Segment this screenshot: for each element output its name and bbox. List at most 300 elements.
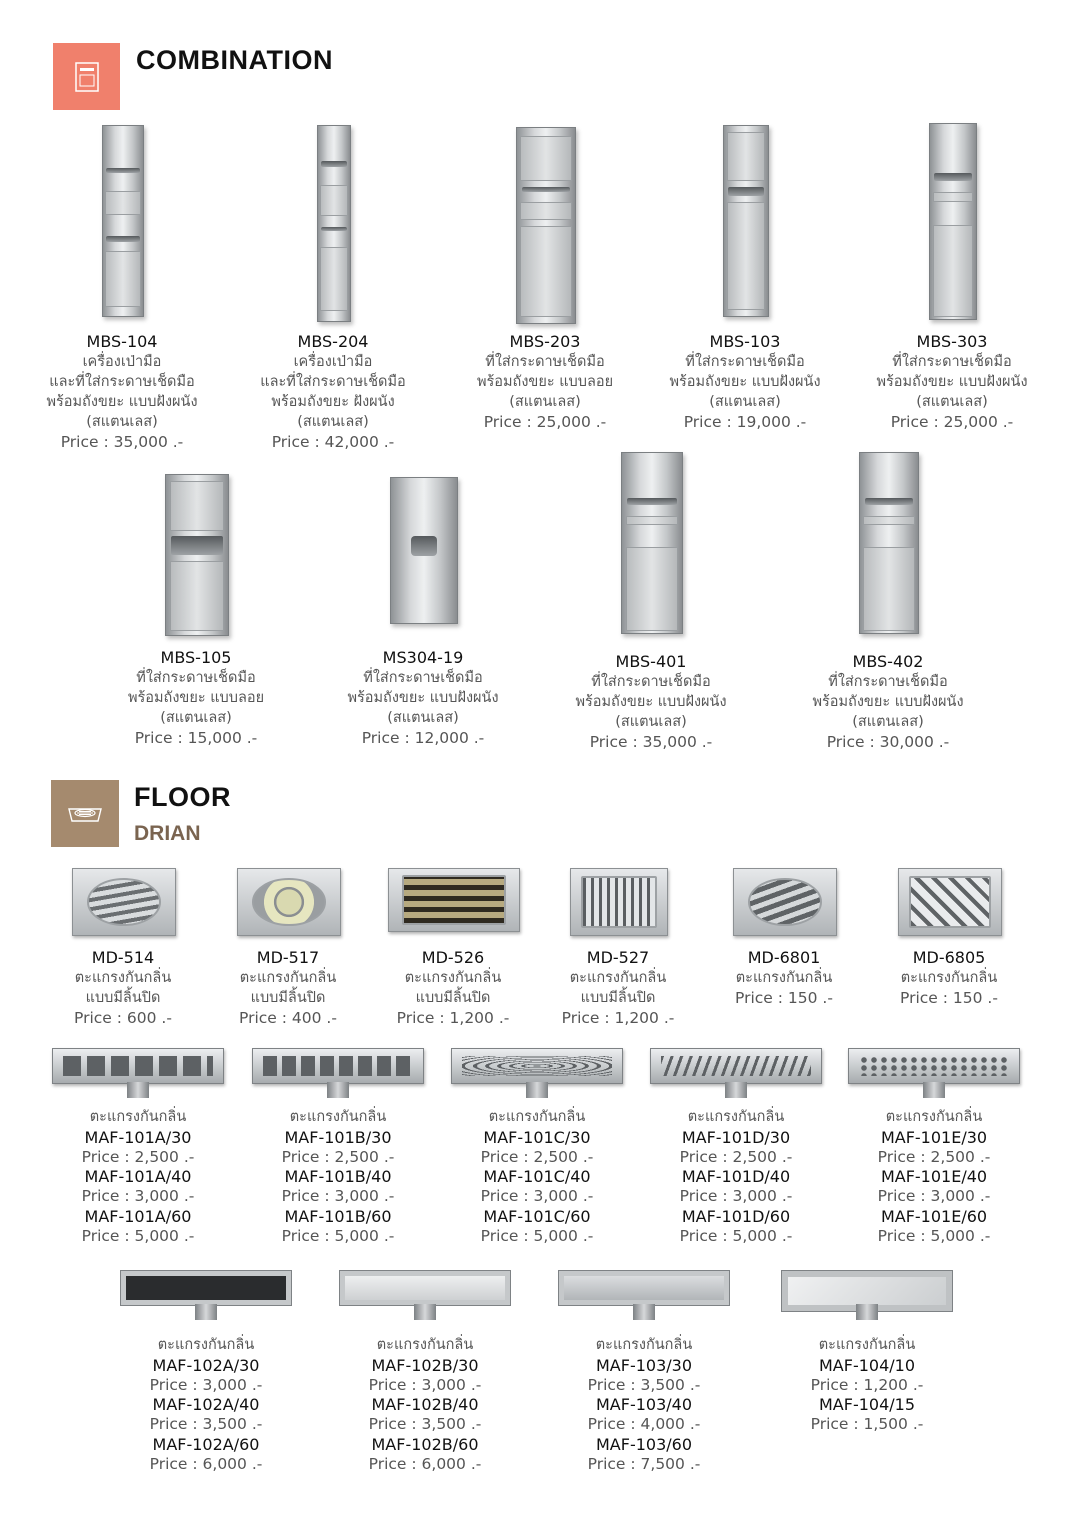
spacer	[869, 934, 1029, 948]
product-caption	[544, 1336, 744, 1475]
product-code: MD-6801	[747, 948, 821, 967]
spacer	[556, 632, 746, 652]
product-code: MAF-103/40	[595, 1395, 692, 1415]
product-description: พร้อมถังขยะ แบบฝังผนัง	[347, 690, 499, 706]
product-code: MAF-101C/30	[483, 1127, 591, 1147]
floor-drain-product[interactable]	[538, 868, 698, 1028]
product-description: แบบมีลิ้นปิด	[85, 990, 161, 1006]
cabinet-part	[727, 202, 766, 310]
linear-drain-image	[52, 1048, 224, 1084]
product-price: Price : 35,000 .-	[60, 433, 184, 451]
product-code: MS304-19	[382, 648, 464, 667]
product-description: ที่ใส่กระดาษเช็ดมือ	[136, 670, 256, 686]
spacer	[328, 622, 518, 648]
product-caption	[767, 1336, 967, 1435]
cabinet-part	[728, 187, 765, 197]
product-code: MAF-101E/40	[880, 1167, 988, 1187]
product-description: พร้อมถังขยะ แบบฝังผนัง	[876, 374, 1028, 390]
product-description: ตะแกรงกันกลิ่น	[735, 970, 833, 986]
spacer	[655, 315, 835, 332]
product-code: MAF-101A/40	[84, 1167, 192, 1187]
product-image	[237, 868, 339, 934]
product-price: Price : 6,000 .-	[149, 1454, 263, 1473]
product-price: Price : 25,000 .-	[890, 413, 1014, 431]
product-code: MAF-104/10	[818, 1355, 915, 1375]
product-price: Price : 3,000 .-	[877, 1187, 991, 1206]
product-caption	[208, 948, 368, 1028]
product-description: (สแตนเลส)	[509, 394, 581, 410]
drain-pipe	[127, 1082, 149, 1098]
product-caption	[455, 332, 635, 432]
product-price: Price : 15,000 .-	[134, 729, 258, 747]
drain-pipe	[725, 1082, 747, 1098]
product-price: Price : 5,000 .-	[679, 1226, 793, 1245]
cabinet-part	[626, 547, 679, 632]
product-code: MAF-102A/40	[152, 1395, 260, 1415]
spacer	[43, 934, 203, 948]
product-caption	[538, 948, 698, 1028]
drain-grate-pattern	[252, 878, 325, 926]
spacer	[793, 632, 983, 652]
product-image	[72, 868, 174, 934]
product-description: ตะแกรงกันกลิ่น	[89, 1109, 187, 1125]
product-image	[650, 1048, 822, 1098]
drain-grate-pattern	[581, 876, 658, 929]
spacer	[862, 318, 1042, 332]
product-description: ตะแกรงกันกลิ่น	[239, 970, 337, 986]
spacer	[544, 1320, 744, 1336]
spacer	[325, 1320, 525, 1336]
cabinet-part	[105, 191, 140, 216]
product-image	[252, 1048, 424, 1098]
product-caption	[106, 1336, 306, 1475]
product-image	[52, 1048, 224, 1098]
product-caption	[793, 652, 983, 752]
product-description: เครื่องเป่ามือ	[293, 354, 373, 370]
drain-grate-image	[388, 868, 520, 932]
product-price: Price : 3,000 .-	[368, 1375, 482, 1394]
cabinet-image	[390, 477, 458, 624]
product-image	[390, 477, 456, 622]
cabinet-part	[863, 547, 914, 632]
product-code: MAF-101B/30	[284, 1127, 392, 1147]
product-description: พร้อมถังขยะ แบบฝังผนัง	[669, 374, 821, 390]
product-image	[516, 127, 574, 322]
product-caption	[869, 948, 1029, 1008]
drain-pipe	[923, 1082, 945, 1098]
cabinet-part	[520, 136, 571, 181]
product-description: (สแตนเลส)	[615, 714, 687, 730]
product-description: (สแตนเลส)	[387, 710, 459, 726]
product-image	[317, 125, 349, 320]
product-price: Price : 30,000 .-	[826, 733, 950, 751]
floor-subtitle: DRIAN	[134, 822, 201, 845]
product-price: Price : 3,500 .-	[368, 1415, 482, 1434]
product-caption	[862, 332, 1042, 432]
combination-section-icon	[53, 43, 120, 110]
product-caption	[437, 1108, 637, 1247]
product-image	[929, 123, 975, 318]
spacer	[834, 1098, 1034, 1108]
product-code: MAF-101D/60	[681, 1206, 791, 1226]
product-description: และที่ใส่กระดาษเช็ดมือ	[260, 374, 406, 390]
product-image	[120, 1270, 292, 1320]
product-price: Price : 25,000 .-	[483, 413, 607, 431]
product-price: Price : 3,500 .-	[149, 1415, 263, 1434]
product-code: MD-526	[421, 948, 485, 967]
product-image	[723, 125, 767, 315]
product-code: MAF-104/15	[818, 1395, 915, 1415]
floor-drain-product[interactable]	[208, 868, 368, 1028]
product-price: Price : 2,500 .-	[877, 1147, 991, 1166]
combination-product[interactable]	[455, 127, 635, 432]
linear-drain-product[interactable]	[544, 1270, 744, 1475]
product-price: Price : 1,200 .-	[810, 1375, 924, 1394]
product-code: MAF-102B/60	[371, 1434, 479, 1454]
cabinet-part	[522, 187, 571, 193]
cabinet-part	[727, 132, 766, 182]
product-price: Price : 6,000 .-	[368, 1454, 482, 1473]
product-code: MBS-402	[852, 652, 924, 671]
linear-drain-pattern	[63, 1056, 213, 1076]
drain-grate-pattern	[748, 878, 821, 926]
product-description: (สแตนเลส)	[916, 394, 988, 410]
product-price: Price : 5,000 .-	[877, 1226, 991, 1245]
cabinet-part	[520, 226, 571, 318]
spacer	[208, 934, 368, 948]
drain-grate-pattern	[402, 875, 506, 925]
spacer	[538, 934, 698, 948]
spacer	[636, 1098, 836, 1108]
product-code: MAF-101B/60	[284, 1206, 392, 1226]
product-price: Price : 7,500 .-	[587, 1454, 701, 1473]
drain-pipe	[195, 1304, 217, 1320]
drain-grate-pattern	[909, 876, 991, 929]
product-price: Price : 4,000 .-	[587, 1415, 701, 1434]
drain-grate-image	[570, 868, 668, 936]
product-description: ตะแกรงกันกลิ่น	[404, 970, 502, 986]
product-description: (สแตนเลส)	[852, 714, 924, 730]
cabinet-part	[320, 247, 348, 311]
product-image	[451, 1048, 623, 1098]
product-description: ตะแกรงกันกลิ่น	[885, 1109, 983, 1125]
combination-title: COMBINATION	[136, 45, 333, 75]
cabinet-part	[863, 516, 914, 525]
product-caption	[243, 332, 423, 452]
drain-pipe	[526, 1082, 548, 1098]
linear-drain-product[interactable]	[325, 1270, 525, 1475]
product-description: (สแตนเลส)	[160, 710, 232, 726]
product-price: Price : 1,200 .-	[396, 1009, 510, 1027]
cabinet-part	[321, 227, 348, 231]
drain-grate-image	[72, 868, 176, 936]
product-caption	[556, 652, 746, 752]
linear-drain-image	[120, 1270, 292, 1306]
product-code: MBS-303	[916, 332, 988, 351]
product-code: MAF-101E/60	[880, 1206, 988, 1226]
linear-drain-image	[848, 1048, 1020, 1084]
product-price: Price : 5,000 .-	[281, 1226, 395, 1245]
product-description: ตะแกรงกันกลิ่น	[900, 970, 998, 986]
cabinet-part	[627, 498, 677, 505]
product-description: (สแตนเลส)	[709, 394, 781, 410]
product-description: (สแตนเลส)	[297, 414, 369, 430]
product-description: ตะแกรงกันกลิ่น	[488, 1109, 586, 1125]
drain-grate-pattern	[87, 878, 160, 926]
product-price: Price : 150 .-	[900, 989, 998, 1007]
cabinet-part	[321, 161, 348, 167]
drain-pipe	[327, 1082, 349, 1098]
drain-pipe	[414, 1304, 436, 1320]
product-code: MBS-401	[615, 652, 687, 671]
combination-product[interactable]	[793, 452, 983, 752]
product-price: Price : 19,000 .-	[683, 413, 807, 431]
linear-drain-product[interactable]	[238, 1048, 438, 1247]
dispenser-icon	[75, 62, 99, 92]
product-description: พร้อมถังขยะ แบบฝังผนัง	[575, 694, 727, 710]
product-price: Price : 5,000 .-	[480, 1226, 594, 1245]
product-caption	[238, 1108, 438, 1247]
floor-title: FLOOR	[134, 782, 231, 812]
cabinet-image	[723, 125, 769, 317]
drain-grate-image	[898, 868, 1002, 936]
product-price: Price : 600 .-	[74, 1009, 172, 1027]
product-image	[848, 1048, 1020, 1098]
drain-pipe	[633, 1304, 655, 1320]
cabinet-part	[170, 481, 225, 531]
product-description: ที่ใส่กระดาษเช็ดมือ	[828, 674, 948, 690]
linear-drain-product[interactable]	[636, 1048, 836, 1247]
product-description: แบบมีลิ้นปิด	[580, 990, 656, 1006]
product-caption	[834, 1108, 1034, 1247]
product-code: MAF-102B/40	[371, 1395, 479, 1415]
product-price: Price : 150 .-	[735, 989, 833, 1007]
product-description: และที่ใส่กระดาษเช็ดมือ	[49, 374, 195, 390]
product-caption	[328, 648, 518, 748]
product-price: Price : 3,000 .-	[81, 1187, 195, 1206]
product-price: Price : 1,500 .-	[810, 1415, 924, 1434]
product-code: MD-6805	[912, 948, 986, 967]
floor-drain-product[interactable]	[869, 868, 1029, 1008]
product-description: (สแตนเลส)	[86, 414, 158, 430]
product-description: ตะแกรงกันกลิ่น	[569, 970, 667, 986]
cabinet-part	[105, 251, 140, 306]
cabinet-part	[171, 536, 223, 555]
product-price: Price : 3,000 .-	[480, 1187, 594, 1206]
product-image	[102, 125, 142, 315]
product-code: MD-517	[256, 948, 320, 967]
product-image	[733, 868, 835, 934]
spacer	[106, 1320, 306, 1336]
product-description: พร้อมถังขยะ ฝังผนัง	[271, 394, 395, 410]
linear-drain-image	[339, 1270, 511, 1306]
product-caption	[636, 1108, 836, 1247]
cabinet-part	[934, 173, 973, 181]
product-code: MAF-102A/60	[152, 1434, 260, 1454]
floor-drain-icon	[65, 799, 105, 829]
product-caption	[655, 332, 835, 432]
cabinet-part	[933, 225, 974, 317]
drain-grate-image	[237, 868, 341, 936]
product-image	[898, 868, 1000, 934]
product-image	[781, 1270, 953, 1320]
product-description: ตะแกรงกันกลิ่น	[687, 1109, 785, 1125]
product-image	[388, 868, 518, 930]
product-code: MAF-102A/30	[152, 1355, 260, 1375]
linear-drain-product[interactable]	[106, 1270, 306, 1475]
product-caption	[373, 948, 533, 1028]
product-code: MAF-102B/30	[371, 1355, 479, 1375]
linear-drain-image	[558, 1270, 730, 1306]
combination-product[interactable]	[556, 452, 746, 752]
product-price: Price : 12,000 .-	[361, 729, 485, 747]
product-image	[570, 868, 666, 934]
product-price: Price : 35,000 .-	[589, 733, 713, 751]
product-description: เครื่องเป่ามือ	[82, 354, 162, 370]
linear-drain-product[interactable]	[834, 1048, 1034, 1247]
cabinet-image	[165, 474, 229, 636]
linear-drain-image	[650, 1048, 822, 1084]
product-code: MAF-101C/40	[483, 1167, 591, 1187]
product-price: Price : 2,500 .-	[281, 1147, 395, 1166]
floor-section-icon	[51, 780, 119, 847]
linear-drain-product[interactable]	[767, 1270, 967, 1435]
product-code: MAF-101B/40	[284, 1167, 392, 1187]
cabinet-part	[320, 185, 348, 216]
product-caption	[32, 332, 212, 452]
product-price: Price : 400 .-	[239, 1009, 337, 1027]
cabinet-image	[516, 127, 576, 324]
product-caption	[704, 948, 864, 1008]
combination-product[interactable]	[243, 125, 423, 452]
product-code: MBS-104	[86, 332, 158, 351]
cabinet-image	[102, 125, 144, 317]
cabinet-part	[520, 202, 571, 220]
cabinet-part	[106, 168, 140, 174]
spacer	[767, 1320, 967, 1336]
product-description: ที่ใส่กระดาษเช็ดมือ	[363, 670, 483, 686]
product-description: ตะแกรงกันกลิ่น	[157, 1337, 255, 1353]
combination-product[interactable]	[328, 477, 518, 748]
product-code: MD-514	[91, 948, 155, 967]
cabinet-image	[317, 125, 351, 322]
product-description: ตะแกรงกันกลิ่น	[595, 1337, 693, 1353]
linear-drain-image	[252, 1048, 424, 1084]
product-price: Price : 1,200 .-	[561, 1009, 675, 1027]
product-caption	[101, 648, 291, 748]
cabinet-image	[859, 452, 919, 634]
product-description: ที่ใส่กระดาษเช็ดมือ	[591, 674, 711, 690]
spacer	[437, 1098, 637, 1108]
product-code: MAF-103/60	[595, 1434, 692, 1454]
product-price: Price : 3,500 .-	[587, 1375, 701, 1394]
product-description: พร้อมถังขยะ แบบฝังผนัง	[46, 394, 198, 410]
product-price: Price : 3,000 .-	[281, 1187, 395, 1206]
product-image	[859, 452, 917, 632]
cabinet-part	[411, 536, 437, 556]
drain-pipe	[856, 1304, 878, 1320]
product-price: Price : 2,500 .-	[480, 1147, 594, 1166]
product-description: ตะแกรงกันกลิ่น	[74, 970, 172, 986]
product-code: MBS-204	[297, 332, 369, 351]
product-code: MD-527	[586, 948, 650, 967]
product-description: ตะแกรงกันกลิ่น	[289, 1109, 387, 1125]
cabinet-part	[865, 498, 914, 505]
spacer	[38, 1098, 238, 1108]
combination-product[interactable]	[101, 474, 291, 748]
linear-drain-pattern	[263, 1056, 413, 1076]
combination-product[interactable]	[32, 125, 212, 452]
product-code: MAF-101C/60	[483, 1206, 591, 1226]
product-description: พร้อมถังขยะ แบบลอย	[476, 374, 614, 390]
product-price: Price : 2,500 .-	[679, 1147, 793, 1166]
product-code: MAF-101D/40	[681, 1167, 791, 1187]
drain-grate-image	[733, 868, 837, 936]
product-description: แบบมีลิ้นปิด	[250, 990, 326, 1006]
product-price: Price : 3,000 .-	[149, 1375, 263, 1394]
linear-drain-product[interactable]	[38, 1048, 238, 1247]
combination-product[interactable]	[655, 125, 835, 432]
product-code: MAF-101A/30	[84, 1127, 192, 1147]
floor-drain-product[interactable]	[373, 868, 533, 1028]
product-code: MBS-203	[509, 332, 581, 351]
product-code: MAF-101E/30	[880, 1127, 988, 1147]
product-description: พร้อมถังขยะ แบบฝังผนัง	[812, 694, 964, 710]
product-image	[558, 1270, 730, 1320]
product-description: ที่ใส่กระดาษเช็ดมือ	[485, 354, 605, 370]
product-code: MAF-101D/30	[681, 1127, 791, 1147]
linear-drain-product[interactable]	[437, 1048, 637, 1247]
spacer	[238, 1098, 438, 1108]
product-description: ตะแกรงกันกลิ่น	[818, 1337, 916, 1353]
product-description: แบบมีลิ้นปิด	[415, 990, 491, 1006]
product-price: Price : 3,000 .-	[679, 1187, 793, 1206]
floor-drain-product[interactable]	[43, 868, 203, 1028]
product-code: MAF-101A/60	[84, 1206, 192, 1226]
linear-drain-pattern	[462, 1056, 612, 1076]
cabinet-image	[621, 452, 683, 634]
product-image	[621, 452, 681, 632]
product-description: ตะแกรงกันกลิ่น	[376, 1337, 474, 1353]
product-description: ที่ใส่กระดาษเช็ดมือ	[892, 354, 1012, 370]
cabinet-part	[170, 561, 225, 630]
product-code: MBS-105	[160, 648, 232, 667]
product-price: Price : 42,000 .-	[271, 433, 395, 451]
product-image	[339, 1270, 511, 1320]
combination-product[interactable]	[862, 123, 1042, 432]
cabinet-part	[626, 516, 679, 525]
product-code: MAF-103/30	[595, 1355, 692, 1375]
product-description: ที่ใส่กระดาษเช็ดมือ	[685, 354, 805, 370]
product-image	[165, 474, 227, 634]
spacer	[101, 634, 291, 648]
linear-drain-pattern	[661, 1056, 811, 1076]
spacer	[704, 934, 864, 948]
spacer	[32, 315, 212, 332]
product-caption	[43, 948, 203, 1028]
spacer	[373, 930, 533, 948]
product-caption	[325, 1336, 525, 1475]
linear-drain-image	[451, 1048, 623, 1084]
linear-drain-pattern	[859, 1056, 1009, 1076]
cabinet-part	[933, 192, 974, 202]
cabinet-part	[106, 236, 140, 242]
product-caption	[38, 1108, 238, 1247]
floor-drain-product[interactable]	[704, 868, 864, 1008]
cabinet-image	[929, 123, 977, 320]
product-code: MBS-103	[709, 332, 781, 351]
product-description: พร้อมถังขยะ แบบลอย	[127, 690, 265, 706]
